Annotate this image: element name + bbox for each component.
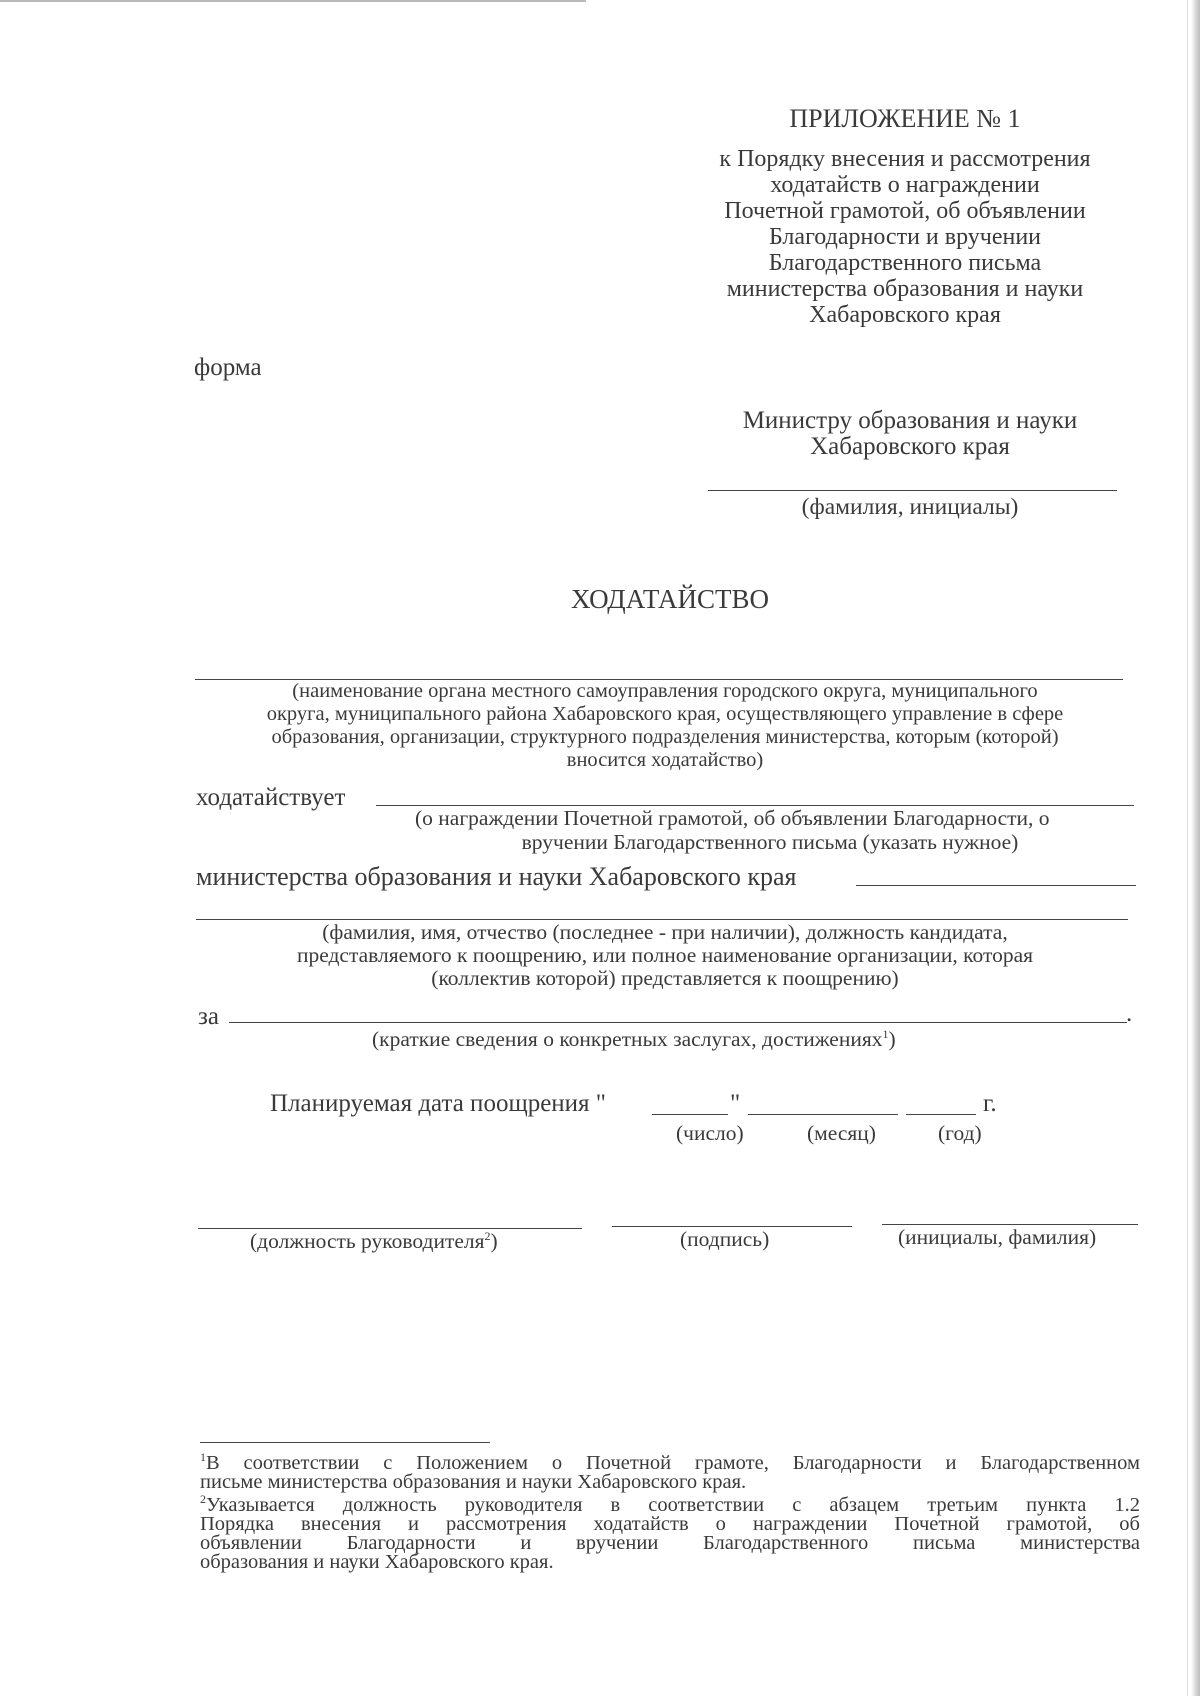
for-label: за — [198, 1003, 219, 1030]
head-name-hint: (инициалы, фамилия) — [898, 1225, 1097, 1249]
organization-hint-line: округа, муниципального района Хабаровского края, осуществляющего управление в сфере — [266, 703, 1064, 725]
date-hint-day: (число) — [676, 1121, 744, 1145]
candidate-hint — [200, 921, 1130, 990]
footnote-1-line1: В соответствии с Положением о Почетной грамоте, Благодарности и Благодарственном — [206, 1452, 1140, 1474]
scan-artifact-top — [0, 0, 586, 2]
footnote-separator — [200, 1442, 490, 1443]
merits-hint-text: (краткие сведения о конкретных заслугах, достижениях — [372, 1027, 883, 1051]
footnote-2-line1: Указывается должность руководителя в соответствии с абзацем третьим пункта 1.2 — [206, 1494, 1140, 1516]
signature-hint: (подпись) — [680, 1227, 770, 1251]
date-day-field[interactable] — [652, 1114, 728, 1115]
scan-edge-line — [1187, 0, 1188, 1696]
form-label: форма — [194, 354, 262, 381]
petitions-label: ходатайствует — [196, 784, 346, 811]
appendix-line: Почетной грамотой, об объявлении — [724, 198, 1086, 224]
footnote-ref-2: 2 — [484, 1228, 491, 1243]
footnote-ref-1: 1 — [882, 1026, 889, 1041]
addressee-line1: Министру образования и науки — [742, 407, 1078, 434]
head-position-hint — [250, 1230, 498, 1253]
date-mid-quote: " — [730, 1090, 741, 1117]
footnote-1-mark: 1 — [200, 1450, 206, 1465]
merits-field[interactable] — [229, 1022, 1127, 1023]
organization-hint — [190, 680, 1140, 772]
footnote-1-line2: письме министерства образования и науки Хабаровского края. — [200, 1471, 747, 1493]
ministry-text: министерства образования и науки Хабаровского края — [196, 862, 797, 891]
candidate-hint-line: (фамилия, имя, отчество (последнее - при наличии), должность кандидата, — [322, 920, 1008, 944]
ministry-tail-field[interactable] — [856, 885, 1136, 886]
addressee-name-field[interactable] — [708, 490, 1117, 491]
head-position-hint-text: (должность руководителя — [250, 1229, 485, 1253]
candidate-hint-line: (коллектив которой) представляется к поощрению) — [431, 966, 899, 990]
document-title: ХОДАТАЙСТВО — [571, 584, 769, 614]
appendix-line: министерства образования и науки — [726, 276, 1084, 302]
award-hint-line2: вручении Благодарственного письма (указать нужное) — [521, 830, 1019, 854]
addressee-line2: Хабаровского края — [810, 433, 1010, 460]
footnote-1 — [200, 1450, 1140, 1493]
merits-hint — [372, 1028, 896, 1051]
date-year-field[interactable] — [906, 1114, 976, 1115]
organization-hint-line: (наименование органа местного самоуправления городского округа, муниципального — [292, 680, 1038, 702]
appendix-line: к Порядку внесения и рассмотрения — [719, 146, 1091, 172]
appendix-line: Благодарственного письма — [768, 250, 1042, 276]
footnote-2-mark: 2 — [200, 1492, 206, 1507]
award-hint-line1: (о награждении Почетной грамотой, об объявлении Благодарности, о — [415, 806, 1050, 830]
footnotes — [200, 1450, 1140, 1573]
appendix-line: ходатайств о награждении — [770, 172, 1040, 198]
footnote-2 — [200, 1492, 1140, 1573]
merits-hint-close: ) — [888, 1027, 896, 1051]
date-hint-year: (год) — [938, 1121, 982, 1145]
organization-hint-line: образования, организации, структурного подразделения министерства, которым (которой) — [271, 726, 1059, 748]
footnote-2-line3: объявлении Благодарности и вручении Благодарственного письма министерства — [200, 1532, 1140, 1554]
date-month-field[interactable] — [748, 1114, 898, 1115]
merits-end-period: . — [1126, 1000, 1133, 1027]
appendix-line: Благодарности и вручении — [768, 224, 1042, 250]
scan-edge-shadow — [1191, 0, 1200, 1696]
addressee-hint: (фамилия, инициалы) — [801, 494, 1019, 520]
addressee-block — [700, 408, 1120, 460]
appendix-title: ПРИЛОЖЕНИЕ № 1 — [789, 104, 1021, 133]
organization-hint-line: вносится ходатайство) — [566, 749, 764, 771]
date-year-suffix: г. — [983, 1090, 997, 1117]
footnote-2-line4: образования и науки Хабаровского края. — [200, 1551, 554, 1573]
candidate-hint-line: представляемого к поощрению, или полное наименование организации, которая — [296, 943, 1034, 967]
date-hint-month: (месяц) — [807, 1121, 876, 1145]
appendix-line: Хабаровского края — [809, 302, 1001, 328]
planned-date-label: Планируемая дата поощрения " — [270, 1090, 606, 1117]
footnote-2-line2: Порядка внесения и рассмотрения ходатайств о награждении Почетной грамотой, об — [200, 1513, 1140, 1535]
head-position-hint-close: ) — [490, 1229, 498, 1253]
appendix-block — [670, 104, 1140, 328]
